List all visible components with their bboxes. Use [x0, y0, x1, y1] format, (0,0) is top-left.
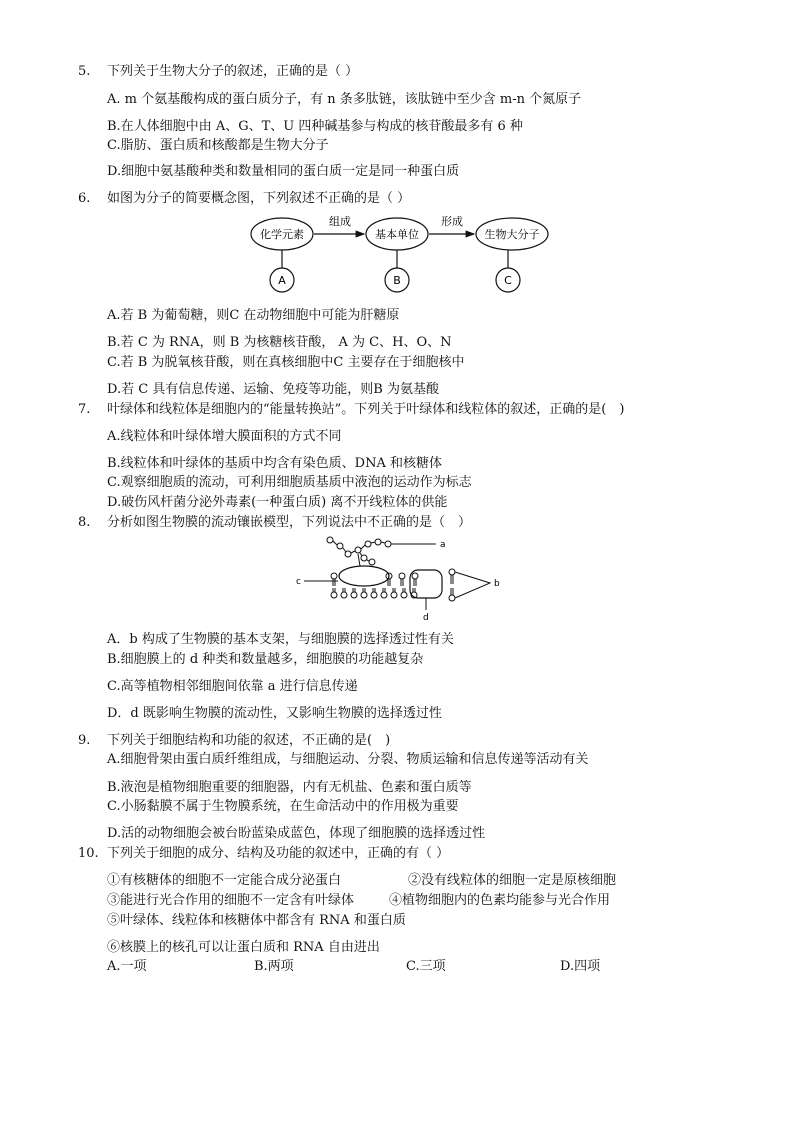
label-a: a [440, 540, 446, 550]
question-6-stem: 如图为分子的简要概念图，下列叙述不正确的是（ ） [107, 191, 411, 206]
arrow-compose-label: 组成 [329, 215, 351, 228]
question-9-option-d: D.活的动物细胞会被台盼蓝染成蓝色，体现了细胞膜的选择透过性 [107, 826, 486, 841]
question-5-option-a: A. m 个氨基酸构成的蛋白质分子，有 n 条多肽链，该肽链中至少含 m-n 个氮原子 [107, 92, 582, 107]
question-7-option-a: A.线粒体和叶绿体增大膜面积的方式不同 [107, 429, 342, 444]
question-5-option-b: B.在人体细胞中由 A、G、T、U 四种碱基参与构成的核苷酸最多有 6 种 [107, 119, 523, 134]
statement-2: ②没有线粒体的细胞一定是原核细胞 [408, 873, 617, 888]
question-8-option-b: B.细胞膜上的 d 种类和数量越多，细胞膜的功能越复杂 [107, 652, 424, 667]
phospholipid-right [449, 569, 490, 601]
membrane-model-diagram [292, 532, 512, 624]
question-10-choice-d: D.四项 [560, 959, 601, 974]
question-8-option-d: D．d 既影响生物膜的流动性，又影响生物膜的选择透过性 [107, 706, 442, 721]
statement-4: ④植物细胞内的色素均能参与光合作用 [389, 893, 611, 908]
question-7-option-b: B.线粒体和叶绿体的基质中均含有染色质、DNA 和核糖体 [107, 456, 443, 471]
question-9-stem: 下列关于细胞结构和功能的叙述，不正确的是( ) [107, 733, 391, 748]
membrane-protein [339, 566, 389, 586]
question-5-option-c: C.脂肪、蛋白质和核酸都是生物大分子 [107, 138, 329, 153]
question-7-stem: 叶绿体和线粒体是细胞内的“能量转换站”。下列关于叶绿体和线粒体的叙述，正确的是( ) [107, 402, 625, 417]
question-7-number: 7. [78, 402, 91, 417]
glycoprotein-chain [327, 537, 436, 566]
node-macromolecule-label: 生物大分子 [484, 228, 540, 241]
question-9-option-c: C.小肠黏膜不属于生物膜系统，在生命活动中的作用极为重要 [107, 799, 459, 814]
arrow-form-label: 形成 [441, 215, 463, 228]
question-10-choice-b: B.两项 [254, 959, 294, 974]
statement-6: ⑥核膜上的核孔可以让蛋白质和 RNA 自由进出 [107, 940, 380, 955]
question-8-number: 8. [78, 515, 91, 530]
question-10-choice-c: C.三项 [406, 959, 446, 974]
question-6-option-a: A.若 B 为葡萄糖，则C 在动物细胞中可能为肝糖原 [107, 308, 400, 323]
circle-c-label: C [504, 274, 512, 287]
circle-b-label: B [393, 274, 401, 287]
statement-5: ⑤叶绿体、线粒体和核糖体中都含有 RNA 和蛋白质 [107, 913, 406, 928]
question-5-option-d: D.细胞中氨基酸种类和数量相同的蛋白质一定是同一种蛋白质 [107, 164, 460, 179]
question-10-choice-a: A.一项 [107, 959, 147, 974]
question-7-option-d: D.破伤风杆菌分泌外毒素(一种蛋白质) 离不开线粒体的供能 [107, 495, 448, 510]
label-c: c [296, 577, 301, 587]
question-6-option-d: D.若 C 具有信息传递、运输、免疫等功能，则B 为氨基酸 [107, 382, 439, 397]
question-5-number: 5. [78, 64, 91, 79]
question-8-stem: 分析如图生物膜的流动镶嵌模型，下列说法中不正确的是（ ） [107, 515, 472, 530]
phospholipid-lower-row [331, 588, 417, 598]
question-5-stem: 下列关于生物大分子的叙述，正确的是（ ） [107, 64, 359, 79]
node-chemical-elements-label: 化学元素 [260, 228, 304, 241]
transmembrane-protein [410, 570, 442, 598]
question-8-option-c: C.高等植物相邻细胞间依靠 a 进行信息传递 [107, 679, 358, 694]
question-6-number: 6. [78, 191, 91, 206]
question-9-number: 9. [78, 733, 91, 748]
phospholipid-upper-row [331, 573, 418, 586]
question-10-number: 10. [78, 846, 99, 861]
circle-a-label: A [278, 274, 286, 287]
question-6-option-b: B.若 C 为 RNA，则 B 为核糖核苷酸， A 为 C、H、O、N [107, 335, 452, 350]
node-basic-unit-label: 基本单位 [375, 228, 419, 241]
label-d: d [423, 613, 429, 623]
question-9-option-a: A.细胞骨架由蛋白质纤维组成，与细胞运动、分裂、物质运输和信息传递等活动有关 [107, 752, 589, 767]
statement-3: ③能进行光合作用的细胞不一定含有叶绿体 [107, 893, 355, 908]
question-6-option-c: C.若 B 为脱氧核苷酸，则在真核细胞中C 主要存在于细胞核中 [107, 355, 465, 370]
concept-diagram [240, 210, 560, 300]
question-10-stem: 下列关于细胞的成分、结构及功能的叙述中，正确的有（ ） [107, 846, 450, 861]
question-9-option-b: B.液泡是植物细胞重要的细胞器，内有无机盐、色素和蛋白质等 [107, 780, 472, 795]
question-7-option-c: C.观察细胞质的流动，可利用细胞质基质中液泡的运动作为标志 [107, 475, 472, 490]
statement-1: ①有核糖体的细胞不一定能合成分泌蛋白 [107, 873, 342, 888]
question-8-option-a: A．b 构成了生物膜的基本支架，与细胞膜的选择透过性有关 [107, 632, 454, 647]
label-b: b [494, 579, 500, 589]
